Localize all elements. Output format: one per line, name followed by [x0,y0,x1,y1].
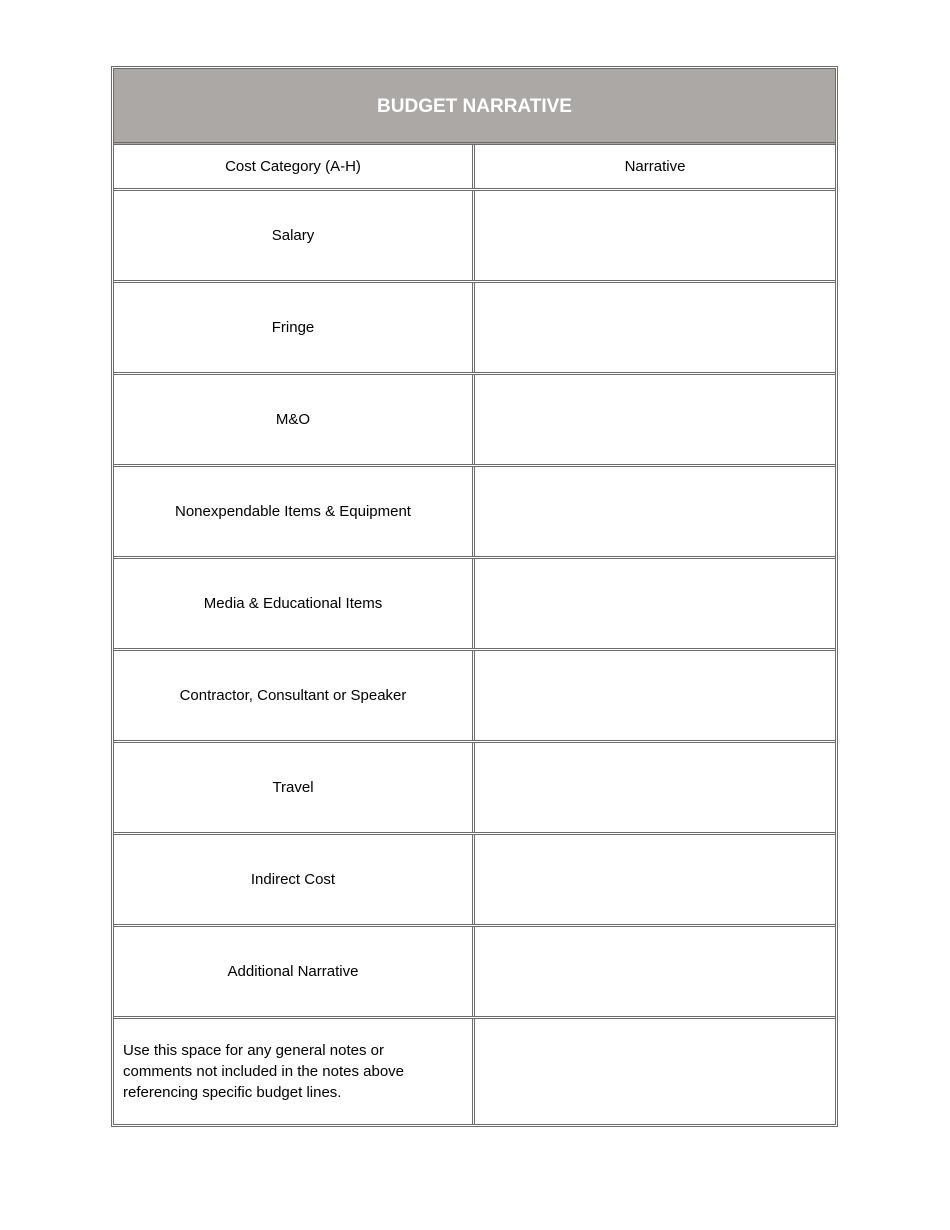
budget-narrative-form [111,66,838,1127]
form-title: BUDGET NARRATIVE [114,69,835,145]
cost-category-label: Media & Educational Items [114,559,475,648]
narrative-field[interactable] [475,927,835,1016]
column-header-narrative: Narrative [624,158,686,175]
cost-category-label: M&O [114,375,475,464]
column-header-cost-category: Cost Category (A-H) [114,145,475,188]
cost-category-label: Indirect Cost [114,835,475,924]
table-row [114,835,835,927]
table-row [114,651,835,743]
narrative-field[interactable] [475,467,835,556]
table-row [114,375,835,467]
cost-category-label: Travel [114,743,475,832]
general-notes-row [114,1019,835,1124]
table-row [114,467,835,559]
narrative-field[interactable] [475,559,835,648]
general-notes-instruction: Use this space for any general notes or comments not included in the notes above referencing specific budget lines. [114,1019,475,1124]
narrative-field[interactable] [475,835,835,924]
table-row [114,927,835,1019]
general-notes-field[interactable] [475,1019,835,1124]
cost-category-label: Contractor, Consultant or Speaker [114,651,475,740]
cost-category-label: Additional Narrative [114,927,475,1016]
narrative-field[interactable] [475,743,835,832]
narrative-field[interactable] [475,651,835,740]
narrative-field[interactable] [475,375,835,464]
table-row [114,191,835,283]
table-row [114,559,835,651]
table-row [114,283,835,375]
cost-category-label: Nonexpendable Items & Equipment [114,467,475,556]
narrative-field[interactable] [475,283,835,372]
cost-category-label: Salary [114,191,475,280]
cost-category-label: Fringe [114,283,475,372]
table-header-row [114,145,835,191]
narrative-field[interactable] [475,191,835,280]
table-row [114,743,835,835]
